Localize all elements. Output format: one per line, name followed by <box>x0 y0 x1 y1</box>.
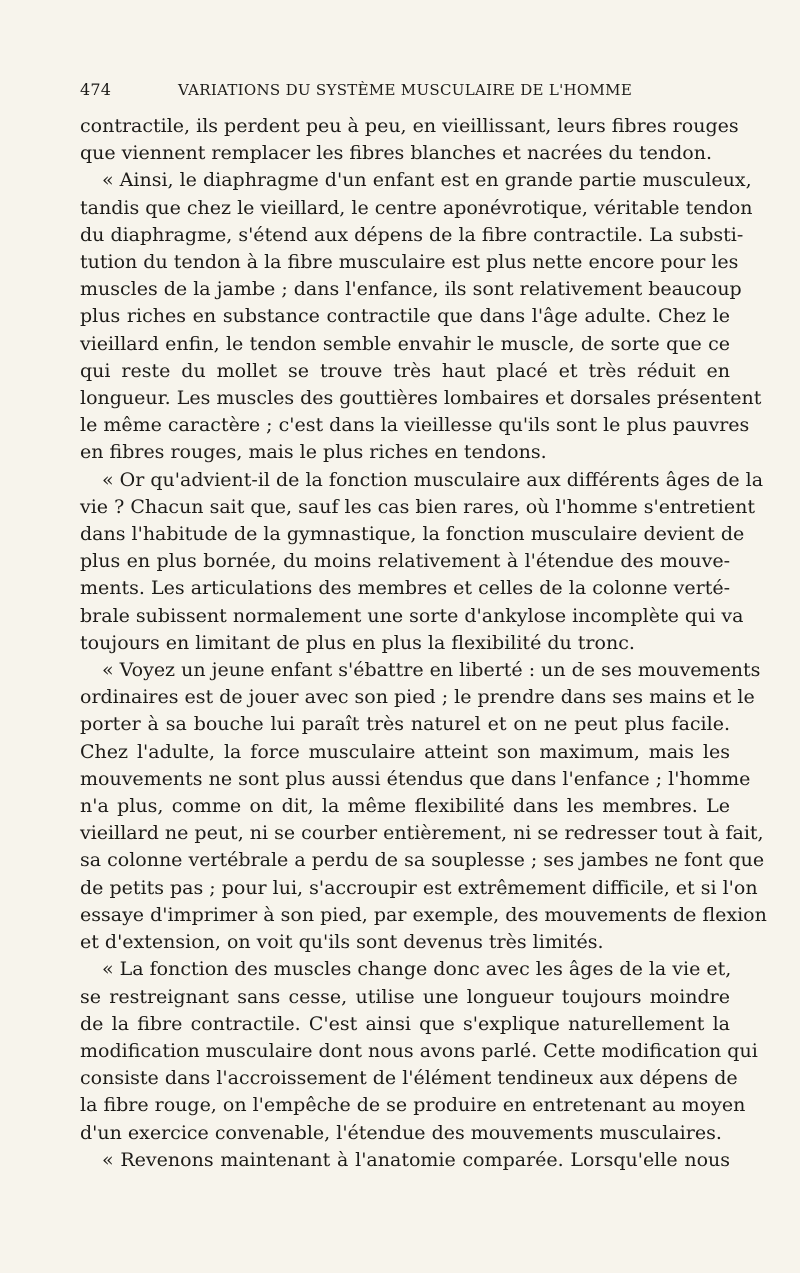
text-line: « Revenons maintenant à l'anatomie comparée. Lorsqu'elle nous <box>102 1148 730 1171</box>
text-line: tandis que chez le vieillard, le centre aponévrotique, véritable tendon <box>80 196 753 219</box>
text-line: plus en plus bornée, du moins relativement à l'étendue des mouve- <box>80 550 730 573</box>
text-line: vieillard ne peut, ni se courber entièrement, ni se redresser tout à fait, <box>80 822 764 845</box>
text-line: « Ainsi, le diaphragme d'un enfant est en grande partie musculeux, <box>102 169 752 192</box>
text-line: essaye d'imprimer à son pied, par exemple, des mouvements de flexion <box>80 903 767 926</box>
text-line: longueur. Les muscles des gouttières lombaires et dorsales présentent <box>80 387 762 410</box>
body-text <box>80 113 767 1174</box>
text-line: Chez l'adulte, la force musculaire atteint son maximum, mais les <box>80 740 730 763</box>
text-line: vie ? Chacun sait que, sauf les cas bien rares, où l'homme s'entretient <box>80 495 755 518</box>
text-line: en fibres rouges, mais le plus riches en tendons. <box>80 441 547 464</box>
text-line: mouvements ne sont plus aussi étendus que dans l'enfance ; l'homme <box>80 767 751 790</box>
text-line: modification musculaire dont nous avons parlé. Cette modification qui <box>80 1039 758 1062</box>
text-line: consiste dans l'accroissement de l'élément tendineux aux dépens de <box>80 1067 738 1090</box>
paragraph <box>80 956 758 1146</box>
paragraph <box>80 167 762 466</box>
paragraph <box>80 113 739 167</box>
text-line: qui reste du mollet se trouve très haut placé et très réduit en <box>80 359 730 382</box>
text-line: brale subissent normalement une sorte d'ankylose incomplète qui va <box>80 604 744 627</box>
page-header <box>80 78 730 106</box>
text-line: toujours en limitant de plus en plus la flexibilité du tronc. <box>80 631 635 654</box>
text-line: ordinaires est de jouer avec son pied ; le prendre dans ses mains et le <box>80 686 755 709</box>
paragraph <box>80 657 767 956</box>
paragraph <box>80 467 764 657</box>
text-line: plus riches en substance contractile que dans l'âge adulte. Chez le <box>80 305 730 328</box>
text-line: n'a plus, comme on dit, la même flexibilité dans les membres. Le <box>80 795 730 818</box>
text-line: le même caractère ; c'est dans la vieillesse qu'ils sont le plus pauvres <box>80 414 750 437</box>
text-line: de la fibre contractile. C'est ainsi que s'explique naturellement la <box>80 1012 730 1035</box>
text-line: « La fonction des muscles change donc avec les âges de la vie et, <box>102 958 732 981</box>
text-line: d'un exercice convenable, l'étendue des mouvements musculaires. <box>80 1121 722 1144</box>
page-number: 474 <box>80 80 112 99</box>
text-line: sa colonne vertébrale a perdu de sa souplesse ; ses jambes ne font que <box>80 849 765 872</box>
text-line: du diaphragme, s'étend aux dépens de la fibre contractile. La substi- <box>80 223 744 246</box>
text-line: que viennent remplacer les fibres blanches et nacrées du tendon. <box>80 142 712 165</box>
paragraph <box>80 1147 730 1174</box>
text-line: dans l'habitude de la gymnastique, la fonction musculaire devient de <box>80 523 745 546</box>
text-line: la fibre rouge, on l'empêche de se produire en entretenant au moyen <box>80 1094 746 1117</box>
text-line: de petits pas ; pour lui, s'accroupir est extrêmement difficile, et si l'on <box>80 876 758 899</box>
text-line: « Voyez un jeune enfant s'ébattre en liberté : un de ses mouvements <box>102 659 761 682</box>
text-line: et d'extension, on voit qu'ils sont devenus très limités. <box>80 931 604 954</box>
text-line: contractile, ils perdent peu à peu, en vieillissant, leurs fibres rouges <box>80 115 739 137</box>
text-line: vieillard enfin, le tendon semble envahir le muscle, de sorte que ce <box>80 332 730 355</box>
text-line: se restreignant sans cesse, utilise une longueur toujours moindre <box>80 985 730 1008</box>
text-line: tution du tendon à la fibre musculaire est plus nette encore pour les <box>80 251 739 274</box>
text-line: porter à sa bouche lui paraît très naturel et on ne peut plus facile. <box>80 713 730 736</box>
text-line: muscles de la jambe ; dans l'enfance, ils sont relativement beaucoup <box>80 278 742 301</box>
running-title: VARIATIONS DU SYSTÈME MUSCULAIRE DE L'HOMME <box>178 81 633 99</box>
text-line: « Or qu'advient-il de la fonction musculaire aux différents âges de la <box>102 468 764 491</box>
text-line: ments. Les articulations des membres et celles de la colonne verté- <box>80 577 730 600</box>
